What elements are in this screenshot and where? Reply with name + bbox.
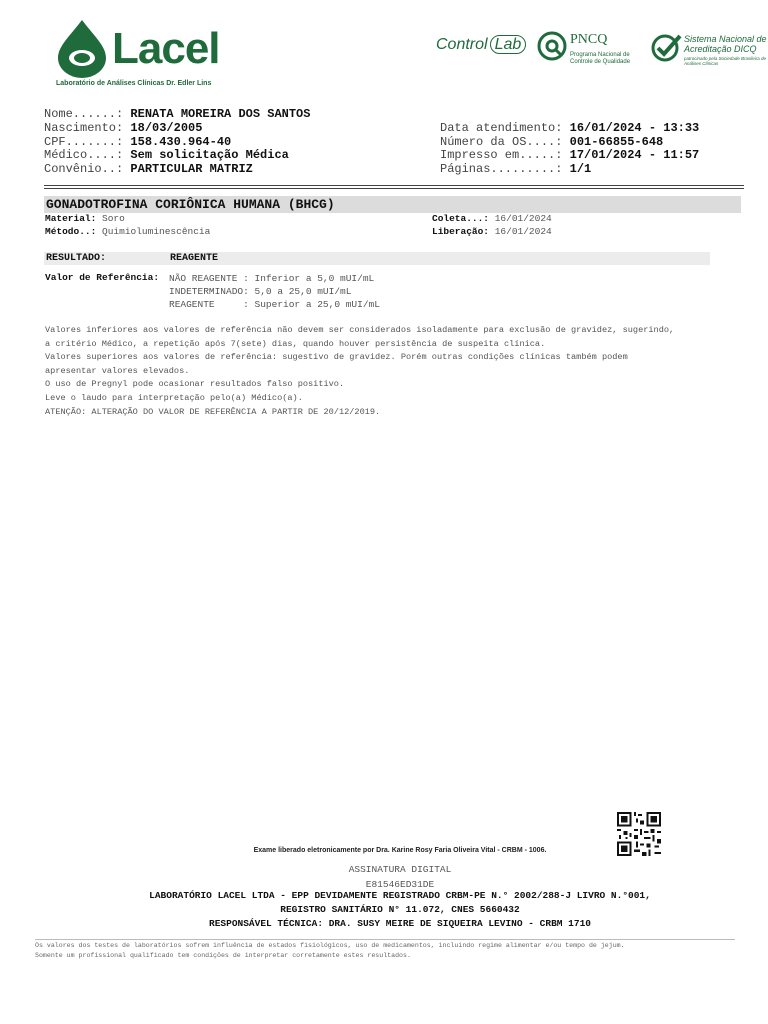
lab-line: LABORATÓRIO LACEL LTDA - EPP DEVIDAMENTE REGISTRADO CRBM-PE N.° 2002/288-J LIVRO N.°001, — [149, 890, 651, 901]
pncq-logo — [536, 28, 646, 72]
os-number: 001-66855-648 — [569, 135, 664, 149]
reference-line: REAGENTE : Superior a 25,0 mUI/mL — [169, 299, 380, 310]
note-line: Valores superiores aos valores de referência: sugestivo de gravidez. Porém outras condições clínicas também podem — [45, 352, 628, 363]
dicq-subtitle: patrocinado pela Sociedade Brasileira de Análises Clínicas — [684, 56, 767, 66]
result-bar — [44, 252, 710, 265]
note-line: Valores inferiores aos valores de referência não devem ser considerados isoladamente para exclusão de gravidez, sugerindo, — [45, 325, 675, 335]
pncq-title: PNCQ — [570, 32, 608, 47]
dicq-check-icon — [650, 32, 682, 64]
note-line: apresentar valores elevados. — [45, 365, 190, 376]
note-line: a critério Médico, a repetição após 7(sete) dias, quando houver persistência de suspeita clínica. — [45, 338, 546, 349]
pages-value: 1/1 — [569, 162, 592, 176]
attendance-row: Data atendimento: 16/01/2024 - 13:33 — [440, 121, 700, 135]
material-value: Soro — [102, 213, 125, 224]
lacel-logo — [52, 18, 252, 88]
lacel-logo-icon — [52, 18, 112, 78]
reference-line: NÃO REAGENTE : Inferior a 5,0 mUI/mL — [169, 273, 375, 284]
lab-line: RESPONSÁVEL TÉCNICA: DRA. SUSY MEIRE DE SIQUEIRA LEVINO - CRBM 1710 — [209, 918, 591, 929]
pncq-subtitle: Programa Nacional de Controle de Qualidade — [570, 52, 631, 65]
exam-title: GONADOTROFINA CORIÔNICA HUMANA (BHCG) — [46, 197, 335, 212]
attendance-date: 16/01/2024 - 13:33 — [569, 121, 700, 135]
exam-notes — [45, 324, 745, 419]
brand-subtitle: Laboratório de Análises Clínicas Dr. Edler Lins — [56, 80, 212, 87]
collection-date: 16/01/2024 — [494, 213, 552, 224]
released-by: Exame liberado eletronicamente por Dra. Karine Rosy Faria Oliveira Vital - CRBM - 1006. — [253, 847, 547, 854]
divider-top — [44, 185, 744, 186]
method-value: Quimioluminescência — [102, 226, 211, 237]
result-value: REAGENTE — [170, 253, 219, 264]
lab-line: REGISTRO SANITÁRIO N° 11.072, CNES 5660432 — [280, 904, 520, 915]
birth-row: Nascimento: 18/03/2005 — [44, 121, 203, 135]
note-line: O uso de Pregnyl pode ocasionar resultados falso positivo. — [45, 379, 345, 390]
insurance-value: PARTICULAR MATRIZ — [130, 162, 253, 176]
os-row: Número da OS....: 001-66855-648 — [440, 135, 664, 149]
signature-label: ASSINATURA DIGITAL — [348, 864, 452, 875]
printed-date: 17/01/2024 - 11:57 — [569, 148, 700, 162]
disclaimer-line: Somente um profissional qualificado tem condições de interpretar corretamente estes resultados. — [35, 951, 411, 959]
cpf-row: CPF.......: 158.430.964-40 — [44, 135, 232, 149]
disclaimer-line: Os valores dos testes de laboratórios sofrem influência de estados fisiológicos, uso de medicamentos, incluindo regime alimentar e/ou tempo de jejum. — [35, 942, 625, 949]
patient-name-row: Nome......: RENATA MOREIRA DOS SANTOS — [44, 107, 311, 121]
release-date: 16/01/2024 — [494, 226, 552, 237]
divider-bottom — [44, 188, 744, 189]
controllab-lab: Lab — [490, 35, 527, 54]
birth-date: 18/03/2005 — [130, 121, 203, 135]
lab-registration — [80, 889, 720, 931]
reference-label: Valor de Referência: — [45, 272, 160, 283]
note-line: ATENÇÃO: ALTERAÇÃO DO VALOR DE REFERÊNCIA A PARTIR DE 20/12/2019. — [45, 406, 381, 417]
controllab-logo — [436, 36, 526, 54]
material-row: Material: Soro — [45, 213, 125, 224]
pncq-logo-icon — [536, 30, 568, 62]
method-row: Método..: Quimioluminescência — [45, 226, 211, 237]
reference-line: INDETERMINADO: 5,0 a 25,0 mUI/mL — [169, 286, 352, 297]
exam-title-bar — [44, 196, 741, 213]
result-label: RESULTADO: — [46, 253, 107, 264]
doctor-row: Médico....: Sem solicitação Médica — [44, 148, 289, 162]
collection-row: Coleta...: 16/01/2024 — [432, 213, 552, 224]
brand-name: Lacel — [112, 24, 220, 73]
footer-divider — [35, 939, 735, 940]
qr-code-icon — [617, 812, 661, 856]
dicq-title: Sistema Nacional de Acreditação DICQ — [684, 34, 767, 54]
reference-values — [169, 272, 380, 311]
signature-code: E81546ED31DE — [365, 879, 435, 890]
insurance-row: Convênio..: PARTICULAR MATRIZ — [44, 162, 253, 176]
pages-row: Páginas.........: 1/1 — [440, 162, 592, 176]
controllab-text: Control — [436, 36, 488, 53]
digital-signature — [200, 862, 600, 892]
dicq-logo — [650, 30, 765, 74]
cpf-value: 158.430.964-40 — [130, 135, 232, 149]
printed-row: Impresso em.....: 17/01/2024 - 11:57 — [440, 148, 700, 162]
release-row: Liberação: 16/01/2024 — [432, 226, 552, 237]
disclaimer — [35, 941, 755, 960]
patient-name: RENATA MOREIRA DOS SANTOS — [130, 107, 311, 121]
note-line: Leve o laudo para interpretação pelo(a) Médico(a). — [45, 392, 303, 403]
doctor-value: Sem solicitação Médica — [130, 148, 289, 162]
